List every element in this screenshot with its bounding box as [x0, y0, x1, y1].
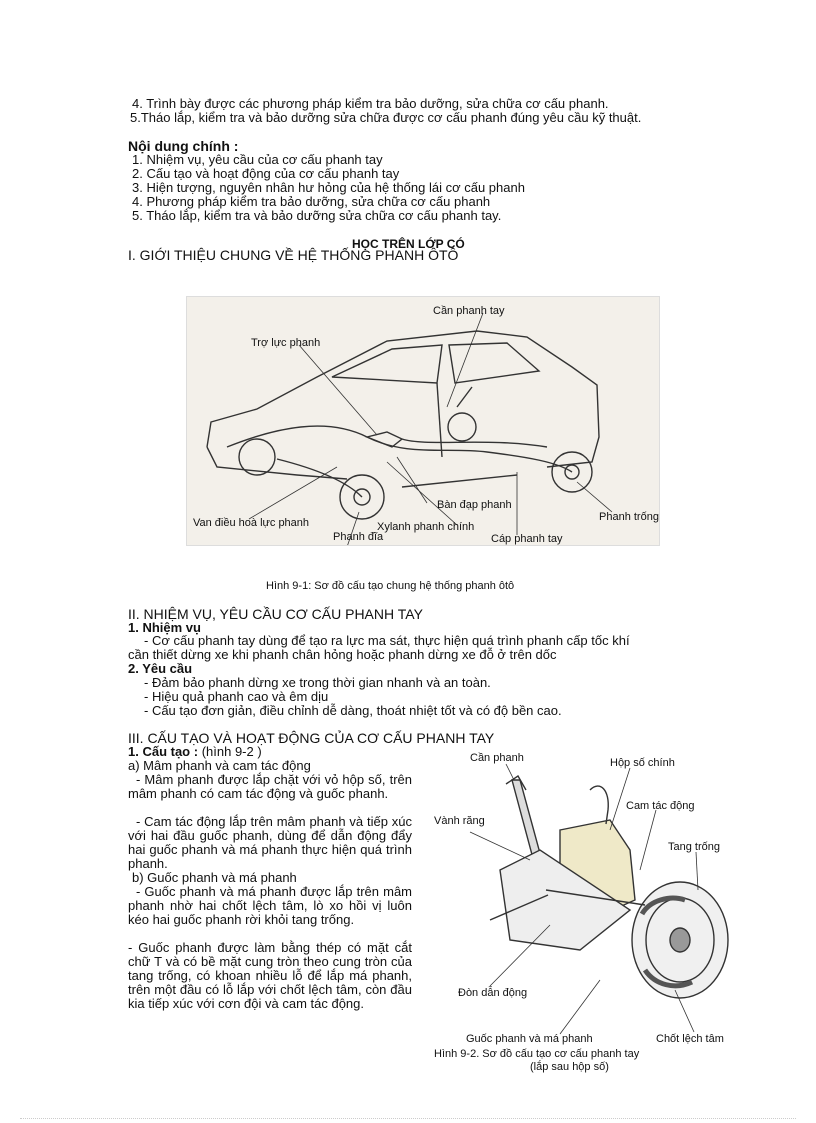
label-cam-tac-dong: Cam tác động [626, 800, 695, 812]
section3-sub1: 1. Cấu tạo : [128, 744, 199, 759]
label-vanh-rang: Vành răng [434, 815, 485, 827]
main-content-item: 5. Tháo lắp, kiểm tra và bảo dưỡng sửa chữa cơ cấu phanh tay. [132, 208, 502, 223]
label-ban-dap-phanh: Bàn đạp phanh [437, 499, 512, 511]
section2-sub2-line: - Hiệu quả phanh cao và êm dịu [144, 689, 329, 704]
section2-sub1-line: - Cơ cấu phanh tay dùng để tạo ra lực ma sát, thực hiện quá trình phanh cấp tốc khí [144, 633, 630, 648]
car-illustration [187, 297, 659, 545]
label-can-phanh: Cần phanh [470, 752, 524, 764]
handbrake-diagram [430, 750, 746, 1050]
label-tro-luc-phanh: Trợ lực phanh [251, 337, 321, 349]
section2-sub2: 2. Yêu cầu [128, 661, 193, 676]
figure2-caption-sub: (lắp sau hộp số) [530, 1061, 609, 1073]
section2-sub1: 1. Nhiệm vụ [128, 620, 201, 635]
section3-sub1-row [128, 745, 262, 759]
section3-b-p2: - Guốc phanh được làm bằng thép có mặt cắt chữ T và có bề mặt cung tròn theo cung tròn của tang trống, có khoan nhiều lỗ để lắp má phanh, trên một đầu có lỗ lắp với chốt lệch tâm, còn đầu kia tiếp xúc với cơn đội và cam tác động. [128, 940, 412, 1011]
section3-b-p1: - Guốc phanh và má phanh được lắp trên mâm phanh nhờ hai chốt lệch tâm, lò xo hồi vị luôn kéo hai guốc phanh rời khỏi tang trống. [128, 884, 412, 927]
main-content-item: 2. Cấu tạo và hoạt động của cơ cấu phanh tay [132, 166, 400, 181]
label-phanh-trong: Phanh trống [599, 511, 659, 523]
section2-sub1-line: cần thiết dừng xe khi phanh chân hỏng hoặc phanh dừng xe đỗ ở trên dốc [128, 647, 557, 662]
section3-b-title: b) Guốc phanh và má phanh [132, 870, 297, 885]
class-label: HỌC TRÊN LỚP CÓ [352, 237, 465, 251]
section2-sub2-line: - Cấu tạo đơn giản, điều chỉnh dễ dàng, thoát nhiệt tốt và có độ bền cao. [144, 703, 562, 718]
main-content-heading: Nội dung chính : [128, 138, 239, 154]
section3-sub1-ref: (hình 9-2 ) [201, 744, 262, 759]
label-don-dan-dong: Đòn dẫn động [458, 987, 528, 999]
main-content-item: 3. Hiện tượng, nguyên nhân hư hỏng của hệ thống lái cơ cấu phanh [132, 180, 525, 195]
label-chot-lech-tam: Chốt lệch tâm [656, 1033, 724, 1045]
main-content-item: 1. Nhiệm vụ, yêu cầu của cơ cấu phanh tay [132, 152, 383, 167]
figure1-caption: Hình 9-1: Sơ đồ cấu tạo chung hệ thống phanh ôtô [266, 580, 515, 592]
label-can-phanh-tay: Cần phanh tay [433, 305, 505, 317]
label-xylanh: Xylanh phanh chính [377, 521, 475, 533]
main-content-item: 4. Phương pháp kiểm tra bảo dưỡng, sửa chữa cơ cấu phanh [132, 194, 491, 209]
page-bottom-divider [20, 1118, 796, 1119]
car-brake-diagram [186, 296, 660, 546]
label-phanh-dia: Phanh đĩa [333, 531, 384, 543]
label-guoc-phanh: Guốc phanh và má phanh [466, 1033, 593, 1045]
section2-title: II. NHIỆM VỤ, YÊU CẦU CƠ CẤU PHANH TAY [128, 606, 423, 622]
section3-a-p1: - Mâm phanh được lắp chặt với vỏ hộp số, trên mâm phanh có cam tác động và guốc phanh. [128, 772, 412, 801]
section3-a-title: a) Mâm phanh và cam tác động [128, 758, 311, 773]
figure2-caption: Hình 9-2. Sơ đồ cấu tạo cơ cấu phanh tay [434, 1048, 640, 1060]
section1-title: I. GIỚI THIỆU CHUNG VỀ HỆ THỐNG PHANH ÔTÔ [128, 247, 459, 263]
objective-4: 4. Trình bày được các phương pháp kiểm tra bảo dưỡng, sửa chữa cơ cấu phanh. [132, 96, 609, 111]
objective-5: 5.Tháo lắp, kiểm tra và bảo dưỡng sửa chữa được cơ cấu phanh đúng yêu cầu kỹ thuật. [130, 110, 642, 125]
label-tang-trong: Tang trống [668, 841, 720, 853]
section2-sub2-line: - Đảm bảo phanh dừng xe trong thời gian nhanh và an toàn. [144, 675, 491, 690]
section3-title: III. CẤU TẠO VÀ HOẠT ĐỘNG CỦA CƠ CẤU PHANH TAY [128, 730, 495, 746]
label-van-dieu-hoa: Van điều hoà lực phanh [193, 517, 310, 529]
label-hop-so-chinh: Hộp số chính [610, 757, 675, 769]
handbrake-illustration [430, 750, 746, 1050]
label-cap-phanh-tay: Cáp phanh tay [491, 533, 563, 545]
section3-a-p2: - Cam tác động lắp trên mâm phanh và tiếp xúc với hai đầu guốc phanh, dùng để dẫn động đẩy hai guốc phanh và má phanh thực hiện quá trình phanh. [128, 814, 412, 871]
